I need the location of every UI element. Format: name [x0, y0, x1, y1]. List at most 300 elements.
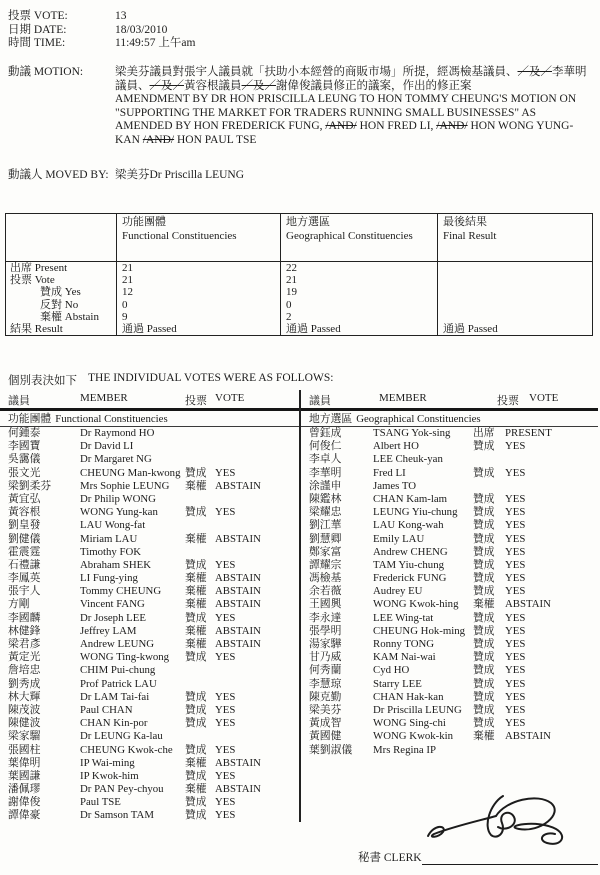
member-name-zh: 梁美芬: [309, 703, 342, 716]
geographical-section-zh: 地方選區: [309, 413, 353, 425]
member-row: [0, 744, 299, 757]
member-vote-en: [505, 453, 598, 466]
summary-final-value: [437, 299, 592, 311]
member-name-zh: 詹培忠: [8, 664, 41, 677]
motion-en-struck-segment: /AND/: [436, 120, 468, 133]
member-name-en: Emily LAU: [373, 532, 425, 545]
member-vote-en: YES: [505, 690, 526, 703]
summary-label: 結果 Result: [10, 322, 63, 335]
summary-header-geographical: [280, 214, 437, 262]
member-row: [301, 612, 598, 625]
member-name-en: Dr LAM Tai-fai: [80, 690, 150, 703]
member-vote-en: ABSTAIN: [215, 572, 261, 585]
member-row: [301, 572, 598, 585]
member-vote-en: [215, 678, 299, 691]
member-row: [0, 467, 299, 480]
member-vote-zh: 棄權: [185, 572, 207, 585]
member-row: [301, 625, 598, 638]
member-vote-en: YES: [505, 466, 526, 479]
vote-col-en: VOTE: [215, 392, 245, 404]
member-vote-en: YES: [505, 703, 526, 716]
member-vote-en: YES: [505, 440, 526, 453]
member-name-zh: 陳克勤: [309, 690, 342, 703]
member-name-en: KAM Nai-wai: [373, 651, 436, 664]
member-name-en: Dr PAN Pey-chyou: [80, 783, 164, 796]
member-vote-zh: 贊成: [185, 690, 207, 703]
member-row: [301, 519, 598, 532]
member-row: [0, 480, 299, 493]
member-vote-en: YES: [215, 769, 236, 782]
member-name-en: CHAN Hak-kan: [373, 690, 444, 703]
member-name-zh: 張宇人: [8, 585, 41, 598]
member-row: [301, 493, 598, 506]
member-name-en: LAU Wong-fat: [80, 519, 146, 532]
summary-final-value: [437, 311, 592, 323]
member-name-zh: 潘佩璆: [8, 783, 41, 796]
member-name-zh: 黃定光: [8, 651, 41, 664]
vote-col-en: VOTE: [529, 392, 559, 404]
member-vote-zh: 贊成: [473, 611, 495, 624]
record-header: [8, 10, 592, 51]
motion-en-segment: HON WONG YUNG-KAN: [115, 120, 574, 146]
motion-label: 動議 MOTION:: [8, 66, 84, 78]
member-vote-zh: 贊成: [185, 796, 207, 809]
member-vote-zh: 贊成: [185, 611, 207, 624]
member-row: [0, 651, 299, 664]
summary-final-value: [437, 274, 592, 286]
member-row: [301, 717, 598, 730]
member-col-en: MEMBER: [80, 392, 128, 404]
member-name-zh: 林大輝: [8, 690, 41, 703]
member-name-en: CHAN Kam-lam: [373, 492, 448, 505]
member-vote-zh: 贊成: [473, 703, 495, 716]
member-row: [301, 585, 598, 598]
member-name-en: IP Kwok-him: [80, 769, 139, 782]
member-name-zh: 李國麟: [8, 611, 41, 624]
member-name-en: Tommy CHEUNG: [80, 585, 162, 598]
member-col-zh: 議員: [8, 395, 30, 407]
member-name-en: CHEUNG Kwok-che: [80, 743, 173, 756]
summary-label: 贊成 Yes: [40, 286, 81, 299]
member-row: [0, 678, 299, 691]
member-vote-en: ABSTAIN: [215, 638, 261, 650]
member-vote-en: [215, 427, 299, 440]
date-label: 日期 DATE:: [8, 23, 67, 36]
member-vote-zh: 贊成: [473, 506, 495, 519]
member-name-zh: 譚偉豪: [8, 809, 41, 822]
member-row: [0, 453, 299, 466]
member-vote-en: YES: [505, 651, 526, 664]
member-name-en: Audrey EU: [373, 585, 423, 598]
member-name-zh: 陳健波: [8, 717, 41, 730]
clerk-signature-line: [358, 849, 598, 865]
individual-votes-caption: [8, 372, 334, 388]
clerk-underline: [422, 852, 598, 865]
member-vote-zh: 贊成: [473, 585, 495, 598]
motion-zh-struck-segment: ／及／: [241, 79, 276, 92]
member-name-en: Dr Margaret NG: [80, 453, 152, 466]
member-vote-zh: 棄權: [185, 532, 207, 545]
member-name-en: LAU Kong-wah: [373, 519, 444, 532]
member-vote-en: ABSTAIN: [215, 598, 261, 611]
member-name-en: LEE Wing-tat: [373, 611, 434, 624]
member-name-zh: 梁家騮: [8, 730, 41, 743]
member-vote-zh: 棄權: [473, 730, 495, 743]
member-name-zh: 何鍾泰: [8, 427, 41, 439]
member-vote-zh: [185, 440, 215, 453]
member-row: [301, 638, 598, 651]
member-row: [0, 796, 299, 809]
member-vote-zh: [473, 744, 505, 757]
member-row: [0, 533, 299, 546]
member-vote-zh: 出席: [473, 427, 495, 439]
functional-constituencies-list: [0, 412, 299, 823]
member-name-zh: 石禮謙: [8, 558, 41, 571]
summary-geographical-value: 22: [280, 262, 437, 274]
member-name-zh: 何俊仁: [309, 440, 342, 453]
member-row: [0, 638, 299, 651]
member-vote-en: [215, 440, 299, 453]
member-vote-en: [215, 519, 299, 532]
member-name-en: Mrs Sophie LEUNG: [80, 479, 170, 492]
member-name-en: Ronny TONG: [373, 638, 435, 650]
member-row: [301, 480, 598, 493]
member-row: [0, 546, 299, 559]
member-vote-en: YES: [505, 717, 526, 730]
member-vote-zh: 贊成: [185, 769, 207, 782]
member-name-en: LEE Cheuk-yan: [373, 453, 443, 466]
clerk-label: 秘書 CLERK: [358, 852, 422, 864]
member-vote-en: YES: [215, 506, 236, 519]
member-vote-en: YES: [505, 572, 526, 585]
member-row: [0, 506, 299, 519]
member-vote-zh: [185, 453, 215, 466]
member-vote-zh: 贊成: [473, 440, 495, 453]
member-name-en: Paul CHAN: [80, 703, 133, 716]
member-vote-zh: 贊成: [473, 717, 495, 730]
member-vote-en: YES: [215, 611, 236, 624]
summary-header-final: [437, 214, 592, 262]
member-vote-zh: 贊成: [185, 703, 207, 716]
member-vote-en: YES: [505, 545, 526, 558]
summary-label: 棄權 Abstain: [40, 310, 99, 323]
member-row: [0, 783, 299, 796]
member-name-zh: 李國寶: [8, 440, 41, 453]
member-name-zh: 劉皇發: [8, 519, 41, 532]
individual-votes-caption-zh: 個別表決如下: [8, 375, 77, 387]
member-vote-zh: [185, 427, 215, 440]
vote-number-value: 13: [115, 10, 127, 22]
member-vote-zh: [185, 546, 215, 559]
member-vote-zh: 贊成: [473, 519, 495, 532]
member-name-zh: 霍震霆: [8, 545, 41, 558]
member-row: [301, 546, 598, 559]
member-name-en: LI Fung-ying: [80, 572, 138, 585]
member-name-zh: 劉慧卿: [309, 532, 342, 545]
member-row: [301, 453, 598, 466]
member-name-en: Dr LEUNG Ka-lau: [80, 730, 163, 743]
member-row: [0, 757, 299, 770]
member-name-zh: 葉劉淑儀: [309, 743, 353, 756]
member-name-en: WONG Ting-kwong: [80, 651, 170, 664]
summary-header-geographical-zh: 地方選區: [286, 216, 330, 228]
member-name-en: TSANG Yok-sing: [373, 427, 451, 439]
motion-zh-struck-segment: ／及／: [517, 66, 552, 78]
functional-section-zh: 功能團體: [8, 413, 52, 425]
member-row: [301, 598, 598, 611]
member-row: [301, 691, 598, 704]
summary-geographical-value: 通過 Passed: [280, 323, 437, 335]
member-row: [0, 427, 299, 440]
member-vote-en: YES: [505, 638, 526, 650]
member-row: [0, 585, 299, 598]
member-vote-en: PRESENT: [505, 427, 552, 439]
member-vote-en: [215, 453, 299, 466]
member-vote-zh: 贊成: [473, 532, 495, 545]
member-vote-en: YES: [215, 796, 236, 809]
summary-functional-value: 9: [116, 311, 280, 323]
member-vote-en: YES: [215, 651, 236, 664]
member-name-zh: 梁君彥: [8, 638, 41, 650]
member-row: [0, 625, 299, 638]
member-vote-zh: 贊成: [473, 677, 495, 690]
member-vote-en: ABSTAIN: [215, 585, 261, 598]
member-name-en: Cyd HO: [373, 664, 410, 677]
motion-zh-segment: 謝偉俊議員修正的議案，作出的修正案: [276, 79, 472, 92]
member-vote-zh: 棄權: [185, 756, 207, 769]
member-vote-en: YES: [215, 558, 236, 571]
member-name-zh: 何秀蘭: [309, 664, 342, 677]
member-vote-en: YES: [215, 466, 236, 479]
member-name-zh: 方剛: [8, 598, 30, 611]
member-vote-en: YES: [505, 492, 526, 505]
member-name-zh: 黃國健: [309, 730, 342, 743]
member-row: [0, 612, 299, 625]
member-name-zh: 黃成智: [309, 717, 342, 730]
member-name-zh: 謝偉俊: [8, 796, 41, 809]
moved-by-value: 梁美芬Dr Priscilla LEUNG: [115, 169, 245, 181]
member-name-en: LEUNG Yiu-chung: [373, 506, 458, 519]
member-row: [0, 717, 299, 730]
member-name-zh: 黃容根: [8, 506, 41, 519]
summary-functional-value: 通過 Passed: [116, 323, 280, 335]
member-name-en: WONG Kwok-hing: [373, 598, 459, 611]
member-name-zh: 陳鑑林: [309, 492, 342, 505]
member-vote-zh: [185, 664, 215, 677]
date-value: 18/03/2010: [115, 23, 168, 36]
functional-member-rows: [0, 427, 299, 823]
member-vote-en: [215, 730, 299, 743]
member-name-en: Andrew LEUNG: [80, 638, 155, 650]
member-vote-zh: 贊成: [473, 492, 495, 505]
member-vote-zh: 棄權: [185, 783, 207, 796]
member-name-en: Andrew CHENG: [373, 545, 448, 558]
member-name-zh: 李鳳英: [8, 572, 41, 585]
member-name-zh: 梁耀忠: [309, 506, 342, 519]
motion-text-english: [115, 93, 576, 146]
member-vote-en: ABSTAIN: [505, 598, 551, 611]
member-name-zh: 吳靄儀: [8, 453, 41, 466]
motion-zh-segment: 李華明議員、: [115, 66, 587, 92]
member-vote-en: YES: [215, 717, 236, 730]
member-name-en: Jeffrey LAM: [80, 624, 137, 637]
member-name-zh: 甘乃威: [309, 651, 342, 664]
member-vote-en: [505, 480, 598, 493]
member-vote-en: YES: [505, 519, 526, 532]
member-vote-en: YES: [505, 611, 526, 624]
member-row: [301, 506, 598, 519]
member-vote-en: [505, 744, 598, 757]
summary-label: 出席 Present: [10, 262, 68, 274]
member-row: [0, 559, 299, 572]
member-row: [0, 809, 299, 822]
member-row: [301, 533, 598, 546]
member-row: [0, 440, 299, 453]
member-vote-en: YES: [215, 703, 236, 716]
summary-header-functional-zh: 功能團體: [122, 216, 166, 228]
member-vote-en: YES: [505, 558, 526, 571]
summary-final-value: [437, 286, 592, 298]
member-vote-zh: [473, 480, 505, 493]
summary-header-functional: [116, 214, 280, 262]
vote-col-zh: 投票: [185, 395, 207, 407]
member-name-zh: 葉偉明: [8, 756, 41, 769]
summary-geographical-value: 2: [280, 311, 437, 323]
member-name-zh: 李永達: [309, 611, 342, 624]
member-vote-zh: [473, 453, 505, 466]
member-vote-zh: 贊成: [473, 624, 495, 637]
member-row: [301, 651, 598, 664]
member-name-zh: 涂謹申: [309, 479, 342, 492]
member-vote-en: YES: [505, 677, 526, 690]
summary-label: 投票 Vote: [10, 274, 55, 287]
member-name-zh: 葉國謙: [8, 769, 41, 782]
member-col-zh: 議員: [309, 395, 331, 407]
member-vote-en: YES: [215, 809, 236, 822]
member-row: [301, 440, 598, 453]
member-row: [0, 519, 299, 532]
summary-header-functional-en: Functional Constituencies: [122, 229, 237, 242]
geographical-constituencies-list: [301, 412, 598, 757]
member-vote-zh: 贊成: [473, 466, 495, 479]
member-name-zh: 鄭家富: [309, 545, 342, 558]
member-vote-zh: 棄權: [185, 624, 207, 637]
motion-block: [8, 66, 592, 148]
member-vote-zh: 贊成: [473, 572, 495, 585]
motion-zh-struck-segment: ／及／: [149, 79, 184, 92]
member-table-header-right: [301, 392, 598, 408]
member-row: [301, 664, 598, 677]
member-vote-en: YES: [505, 506, 526, 519]
member-name-zh: 梁劉柔芬: [8, 479, 52, 492]
member-vote-en: ABSTAIN: [215, 624, 261, 637]
member-row: [0, 598, 299, 611]
member-name-en: Albert HO: [373, 440, 419, 453]
member-name-zh: 馮檢基: [309, 572, 342, 585]
member-name-en: CHAN Kin-por: [80, 717, 148, 730]
motion-zh-segment: 梁美芬議員對張宇人議員就「扶助小本經營的商販市場」所提，經馮檢基議員、: [115, 66, 518, 78]
member-vote-zh: 贊成: [185, 651, 207, 664]
summary-functional-value: 21: [116, 262, 280, 274]
member-vote-zh: [185, 493, 215, 506]
member-name-en: Dr Raymond HO: [80, 427, 155, 439]
summary-header-empty: [6, 214, 116, 262]
member-row: [0, 704, 299, 717]
summary-table: [5, 213, 593, 336]
member-name-en: Dr Philip WONG: [80, 492, 156, 505]
member-name-zh: 曾鈺成: [309, 427, 342, 439]
member-name-zh: 黃宜弘: [8, 492, 41, 505]
member-name-en: CHEUNG Man-kwong: [80, 466, 181, 479]
member-vote-en: [215, 664, 299, 677]
member-vote-zh: 棄權: [185, 479, 207, 492]
member-row: [301, 744, 598, 757]
member-vote-en: YES: [215, 743, 236, 756]
member-name-en: CHIM Pui-chung: [80, 664, 156, 677]
member-vote-zh: 贊成: [185, 743, 207, 756]
member-name-zh: 李卓人: [309, 453, 342, 466]
member-name-zh: 張國柱: [8, 743, 41, 756]
member-vote-zh: 贊成: [185, 466, 207, 479]
member-name-en: Vincent FANG: [80, 598, 145, 611]
member-name-en: Dr Priscilla LEUNG: [373, 703, 462, 716]
member-row: [301, 467, 598, 480]
summary-geographical-value: 19: [280, 286, 437, 298]
time-label: 時間 TIME:: [8, 37, 66, 50]
member-vote-en: YES: [505, 532, 526, 545]
member-vote-en: ABSTAIN: [215, 479, 261, 492]
member-row: [0, 493, 299, 506]
member-vote-zh: 棄權: [185, 638, 207, 650]
member-name-en: James TO: [373, 479, 417, 492]
member-name-en: Dr Samson TAM: [80, 809, 154, 822]
member-col-en: MEMBER: [379, 392, 427, 404]
member-vote-zh: 贊成: [473, 638, 495, 650]
member-vote-zh: 贊成: [473, 664, 495, 677]
member-vote-zh: 贊成: [185, 809, 207, 822]
member-name-en: Fred LI: [373, 466, 406, 479]
clerk-signature-icon: [420, 776, 570, 854]
member-vote-en: ABSTAIN: [215, 532, 261, 545]
member-name-en: Abraham SHEK: [80, 558, 152, 571]
member-name-en: Frederick FUNG: [373, 572, 447, 585]
motion-text-chinese: [115, 66, 587, 92]
member-name-en: TAM Yiu-chung: [373, 558, 445, 571]
member-name-en: Dr David LI: [80, 440, 134, 453]
member-vote-en: YES: [215, 690, 236, 703]
motion-en-segment: HON PAUL TSE: [174, 133, 257, 146]
member-name-zh: 余若薇: [309, 585, 342, 598]
summary-final-value: [437, 262, 592, 274]
summary-final-value: 通過 Passed: [437, 323, 592, 335]
summary-functional-value: 12: [116, 286, 280, 298]
summary-geographical-value: 21: [280, 274, 437, 286]
motion-en-struck-segment: /AND/: [325, 120, 357, 133]
member-row: [0, 664, 299, 677]
member-vote-zh: [185, 678, 215, 691]
geographical-section-title: [301, 412, 598, 427]
member-row: [301, 704, 598, 717]
member-vote-en: [215, 546, 299, 559]
summary-header-final-en: Final Result: [443, 229, 497, 242]
member-name-en: Paul TSE: [80, 796, 121, 809]
member-vote-zh: 贊成: [185, 506, 207, 519]
member-row: [0, 730, 299, 743]
member-name-zh: 劉健儀: [8, 532, 41, 545]
member-name-en: WONG Kwok-kin: [373, 730, 454, 743]
motion-zh-segment: 黃容根議員: [184, 79, 242, 92]
member-vote-en: ABSTAIN: [215, 783, 261, 796]
